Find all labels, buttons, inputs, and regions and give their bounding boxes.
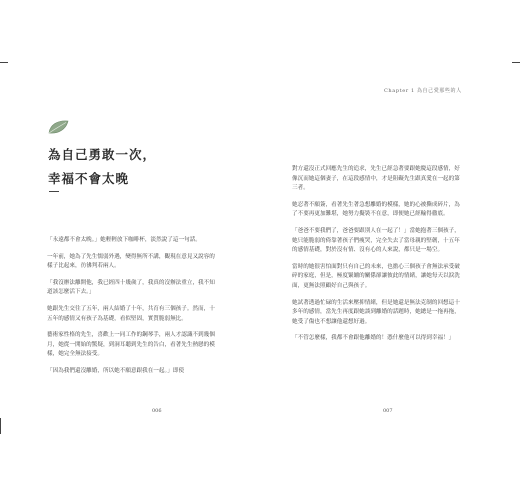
paragraph: 一年前，她為了先生懦弱外遇，變得無所不講，觀現在意見又說容的樣子比起來，彷彿判若兩人。 bbox=[47, 253, 215, 270]
page-number-right: 007 bbox=[383, 408, 393, 414]
paragraph: 對方還沒正式回應先生的追求，先生已經急著要跟她慶這段感情，好像沉而她這個妻子，在這段感情中，才是阻礙先生跟真愛在一起的第三者。 bbox=[292, 166, 460, 192]
left-body-text bbox=[47, 236, 219, 384]
paragraph: 「不管怎麼樣，我都不會跟他離婚的！憑什麼他可以得到幸福！」 bbox=[292, 335, 455, 342]
crop-mark bbox=[512, 62, 520, 63]
paragraph: 「因為我們還沒離婚，所以她不願意跟我在一起。」即使 bbox=[47, 367, 185, 374]
chapter-title bbox=[48, 143, 156, 191]
page-number-left: 006 bbox=[152, 408, 162, 414]
title-line-2: 幸福不會太晚 bbox=[48, 171, 130, 186]
running-header: Chapter 1 為自己愛那些的人 bbox=[384, 88, 462, 94]
paragraph: 她試著透過忙碌的生活來壓抑情緒，但是她還是無法克制的回想這十多年的感情，當先生再度跟她談到離婚的話題時，她總是一拖再拖，她受了傷也不想讓他還想好過。 bbox=[292, 299, 460, 325]
title-line-1: 為自己勇敢一次， bbox=[48, 147, 157, 162]
paragraph: 當時的她很害怕面對只有自己的未來，也擔心三個孩子會無法承受破碎的家庭，但是，極度緊繃的關係卻讓彼此的情緒，讓她每天以淚洗面，更無法照顧好自己與孩子。 bbox=[292, 263, 460, 289]
paragraph: 「我沒辦法離開他，我已經四十幾歲了，我真的沒辦法重立，我不知道該怎麼活下去。」 bbox=[47, 279, 215, 296]
paragraph: 她忍著不願簽，看著先生著急想離婚的模樣，她的心被撕成碎片，為了不要再更加難堪，她努力擬裝不在意，即便她已經輸得徹底。 bbox=[292, 201, 460, 218]
paragraph: 「爸爸不要我們了，爸爸要跟別人在一起了！」當她抱著三個孩子，她只能脆弱的倚靠著孩子們瘦哭，完全失去了當母親的堅韌，十五年的感情基礎，對於沒有情、沒有心的人來說，都只是一場空。 bbox=[292, 227, 460, 254]
crop-mark bbox=[0, 418, 1, 434]
leaf-icon bbox=[47, 119, 69, 135]
right-page bbox=[260, 0, 520, 500]
crop-mark bbox=[0, 62, 8, 63]
paragraph: 「永遠都不會太晚。」她輕輕放下咖啡杯，淡然說了這一句話。 bbox=[47, 237, 201, 243]
right-body-text bbox=[292, 165, 464, 351]
paragraph: 她跟先生交往了五年，兩人結婚了十年，共育有三個孩子。然而，十五年的感情又有孩子為基礎，看似堅固，實質脆弱無比。 bbox=[47, 305, 215, 322]
title-dash bbox=[49, 191, 59, 192]
paragraph: 藝術家性格的先生，喜歡上一同工作的鋼琴手，兩人才認識不到幾個月，她從一開始的驚疑，到洞耳聽到先生的告白，看著先生熱戀的模樣，她完全無法接受。 bbox=[47, 332, 215, 358]
